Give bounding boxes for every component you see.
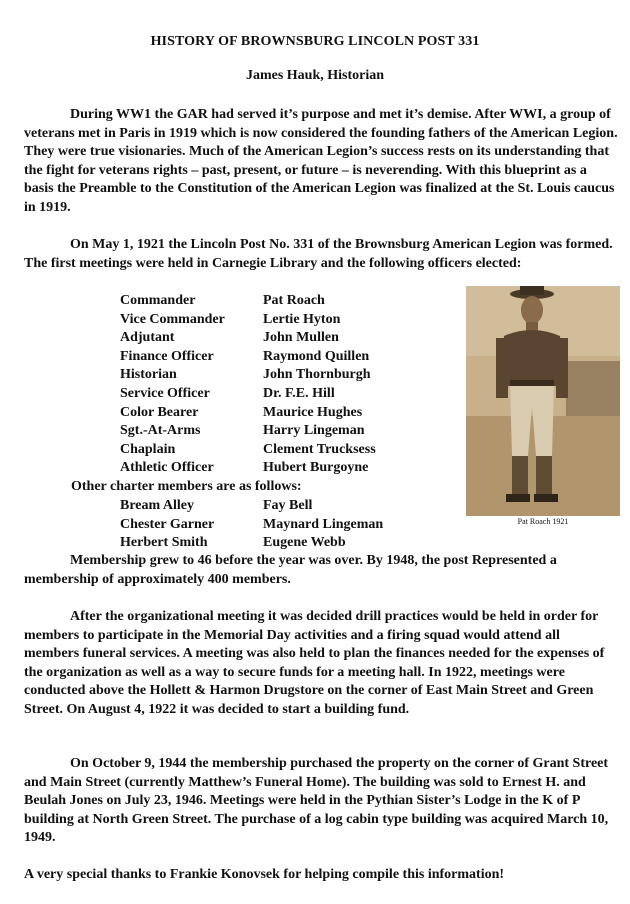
charter-member: Eugene Webb — [263, 535, 346, 551]
photo-caption: Pat Roach 1921 — [517, 517, 569, 526]
paragraph-property: On October 9, 1944 the membership purchased the property on the corner of Grant Street and Main Street (currently Matthew’s Funeral Home). The building was sold to Ernest H. and Beulah Jones on July 23, 1946. Meetings were held in the Pythian Sister’s Lodge in the K of P building at North Green Street. The purchase of a log cabin type building was acquired March 10, 1949. — [24, 756, 609, 846]
charter-members-col-a — [120, 497, 214, 553]
officer-name: John Mullen — [263, 330, 339, 346]
officer-name: Dr. F.E. Hill — [263, 385, 335, 401]
officer-role: Chaplain — [120, 441, 176, 457]
charter-members-col-b — [263, 497, 383, 553]
officer-name: Harry Lingeman — [263, 423, 365, 439]
officer-role: Service Officer — [120, 385, 210, 401]
paragraph-membership: Membership grew to 46 before the year was over. By 1948, the post Represented a membership of approximately 400 members. — [24, 553, 557, 587]
officer-name: Raymond Quillen — [263, 348, 370, 364]
officer-role: Adjutant — [120, 330, 175, 346]
page-title: HISTORY OF BROWNSBURG LINCOLN POST 331 — [150, 34, 480, 49]
officer-role: Color Bearer — [120, 404, 199, 420]
author-line: James Hauk, Historian — [245, 68, 385, 83]
paragraph-organization: After the organizational meeting it was decided drill practices would be held in order for members to participate in the Memorial Day activities and a firing squad would attend all members funeral services. A meeting was also held to plan the finances needed for the expenses of the organization as well as a way to secure funds for a meeting hall. In 1922, meetings were conducted above the Hollett & Harmon Drugstore on the corner of East Main Street and Green Street. On August 4, 1922 it was decided to start a building fund. — [24, 609, 605, 717]
officer-name: Hubert Burgoyne — [263, 460, 369, 476]
officer-name: Maurice Hughes — [263, 404, 363, 420]
charter-member: Herbert Smith — [120, 535, 208, 551]
thanks-line: A very special thanks to Frankie Konovsek for helping compile this information! — [24, 867, 505, 882]
officer-roles — [120, 292, 225, 478]
officer-name: Clement Trucksess — [263, 441, 376, 457]
soldier-portrait-icon — [466, 286, 620, 516]
charter-member: Bream Alley — [120, 498, 195, 513]
portrait-photo — [466, 286, 620, 516]
officer-role: Historian — [120, 367, 177, 383]
charter-member: Fay Bell — [263, 498, 313, 513]
paragraph-formation: On May 1, 1921 the Lincoln Post No. 331 of the Brownsburg American Legion was formed. The first meetings were held in Carnegie Library and the following officers elected: — [24, 237, 613, 271]
officer-role: Vice Commander — [120, 311, 225, 327]
charter-members-label: Other charter members are as follows: — [71, 479, 302, 494]
officer-role: Sgt.-At-Arms — [120, 423, 201, 439]
paragraph-intro: During WW1 the GAR had served it’s purpose and met it’s demise. After WWI, a group of veterans met in Paris in 1919 which is now considered the founding fathers of the American Legion. They were true visionaries. Much of the American Legion’s success rests on its understanding that the fight for veterans rights – past, present, or future – is neverending. With this blueprint as a basis the Preamble to the Constitution of the American Legion was finalized at the St. Louis caucus in 1919. — [24, 107, 618, 215]
officer-name: Pat Roach — [263, 293, 325, 308]
officer-role: Commander — [120, 293, 196, 308]
charter-member: Chester Garner — [120, 516, 215, 532]
officer-name: Lertie Hyton — [263, 311, 341, 327]
charter-member: Maynard Lingeman — [263, 516, 384, 532]
officer-role: Athletic Officer — [120, 460, 214, 476]
officer-name: John Thornburgh — [263, 367, 371, 383]
officer-role: Finance Officer — [120, 348, 214, 364]
officer-names — [263, 292, 376, 478]
